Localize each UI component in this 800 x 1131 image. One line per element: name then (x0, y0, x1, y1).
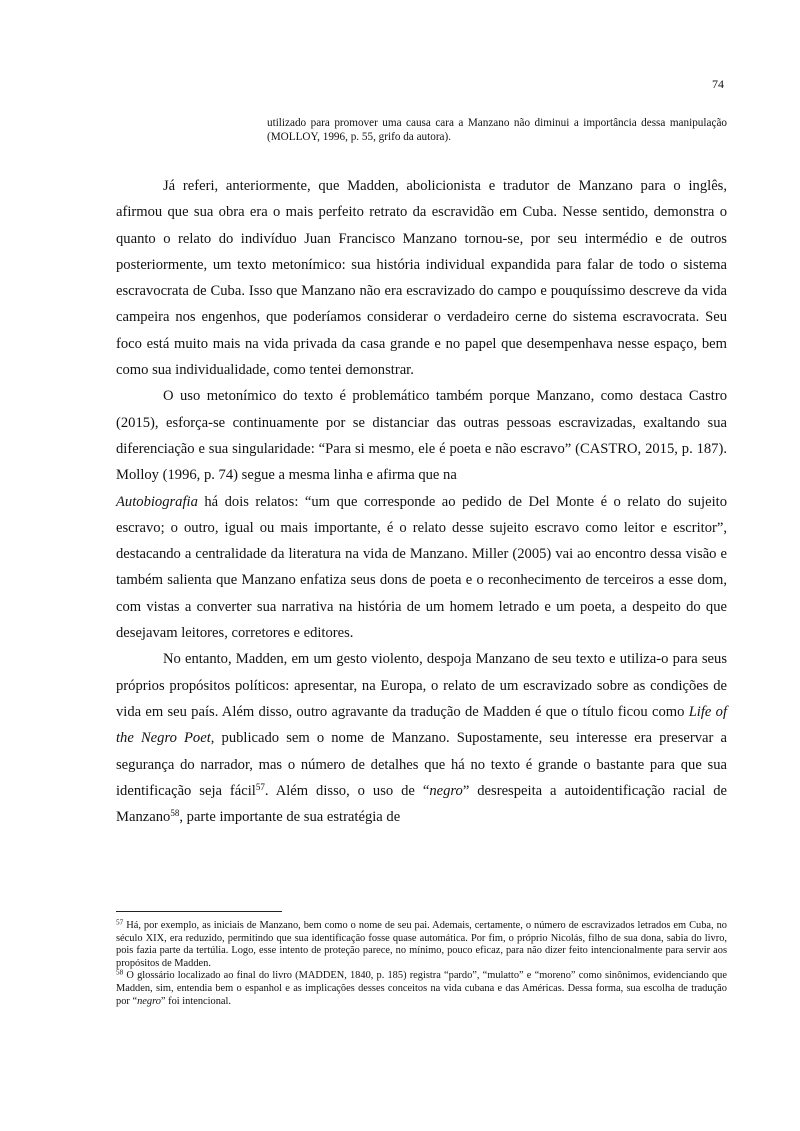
paragraph-2 (116, 383, 727, 646)
paragraph-3-text-c: . Além disso, o uso de “ (264, 782, 430, 799)
footnote-57-mark: 57 (116, 918, 124, 927)
footnote-58-italic: negro (137, 995, 161, 1007)
paragraph-3-italic-title: Life of the Negro Poet (116, 703, 727, 747)
paragraph-3-italic-negro: negro (429, 782, 463, 799)
paragraph-3-text-e: , parte importante de sua estratégia de (179, 809, 401, 826)
body-text (116, 173, 727, 830)
paragraph-3-text-a: No entanto, Madden, em um gesto violento, despoja Manzano de seu texto e utiliza-o para seus próprios propósitos políticos: apresentar, na Europa, o relato de um escravizado sobre as condições de vida em seu país. Além disso, outro agravante da tradução de Madden é que o título ficou como (116, 651, 727, 720)
paragraph-3-text-d: ” desrespeita a autoidentificação racial de Manzano (116, 782, 728, 826)
paragraph-2-italic-title: Autobiografia (116, 493, 198, 510)
footnote-58 (116, 970, 727, 1008)
footnotes (116, 920, 727, 1008)
block-quote: utilizado para promover uma causa cara a Manzano não diminui a importância dessa manipulação (MOLLOY, 1996, p. 55, grifo da autora). (267, 117, 727, 143)
footnote-ref-58[interactable]: 58 (170, 808, 180, 819)
paragraph-1: Já referi, anteriormente, que Madden, abolicionista e tradutor de Manzano para o inglês, afirmou que sua obra era o mais perfeito retrato da escravidão em Cuba. Nesse sentido, demonstra o quanto o relato do indivíduo Juan Francisco Manzano tornou-se, por seu intermédio e de outros posteriormente, um texto metonímico: sua história individual expandida para falar de todo o sistema escravocrata de Cuba. Isso que Manzano não era escravizado do campo e pouquíssimo descreve da vida campeira nos engenhos, que poderíamos considerar o verdadeiro cerne do sistema escravocrata. Seu foco está muito mais na vida privada da casa grande e no papel que desempenhava nesse espaço, bem como sua individualidade, como tentei demonstrar. (116, 178, 727, 379)
footnote-58-text-b: ” foi intencional. (160, 995, 232, 1007)
paragraph-3 (116, 646, 727, 830)
footnote-ref-57[interactable]: 57 (255, 781, 265, 792)
page-number: 74 (712, 77, 724, 91)
footnote-58-text-a: O glossário localizado ao final do livro (MADDEN, 1840, p. 185) registra “pardo”, “mulatto” e “moreno” como sinônimos, evidenciando que Madden, sim, entendia bem o espanhol e as implicações desses conceitos na vida cubana e das Américas. Dessa forma, sua escolha de tradução por “ (116, 970, 727, 1007)
footnote-separator (116, 911, 282, 912)
footnote-57-text: Há, por exemplo, as iniciais de Manzano, bem como o nome de seu pai. Ademais, certamente, o número de escravizados letrados em Cuba, no século XIX, era reduzido, permitindo que sua identificação fosse quase automática. Por fim, o próprio Nicolás, filho de sua dona, sabia do livro, pois fazia parte da tertúlia. Logo, esse intento de proteção parece, no mínimo, pouco eficaz, para não dizer feito intencionalmente para servir aos propósitos de Madden. (116, 920, 727, 969)
footnote-58-mark: 58 (116, 968, 124, 977)
footnote-57 (116, 920, 727, 970)
paragraph-2-text-b: há dois relatos: “um que corresponde ao pedido de Del Monte é o relato do sujeito escravo; o outro, igual ou mais importante, é o relato desse sujeito escravo como leitor e escritor”, destacando a centralidade da literatura na vida de Manzano. Miller (2005) vai ao encontro dessa visão e também salienta que Manzano enfatiza seus dons de poeta e o reconhecimento de terceiros a esse dom, com vistas a converter sua narrativa na história de um homem letrado e um poeta, a despeito do que desejavam leitores, corretores e editores. (116, 493, 727, 642)
paragraph-2-text-a: O uso metonímico do texto é problemático também porque Manzano, como destaca Castro (2015), esforça-se continuamente por se distanciar das outras pessoas escravizadas, exaltando sua diferenciação e sua singularidade: “Para si mesmo, ele é poeta e não escravo” (CASTRO, 2015, p. 187). Molloy (1996, p. 74) segue a mesma linha e afirma que na (116, 388, 727, 484)
paragraph-3-text-b: , publicado sem o nome de Manzano. Supostamente, seu interesse era preservar a segurança do narrador, mas o número de detalhes que há no texto é grande o bastante para que sua identificação seja fácil (116, 730, 727, 799)
